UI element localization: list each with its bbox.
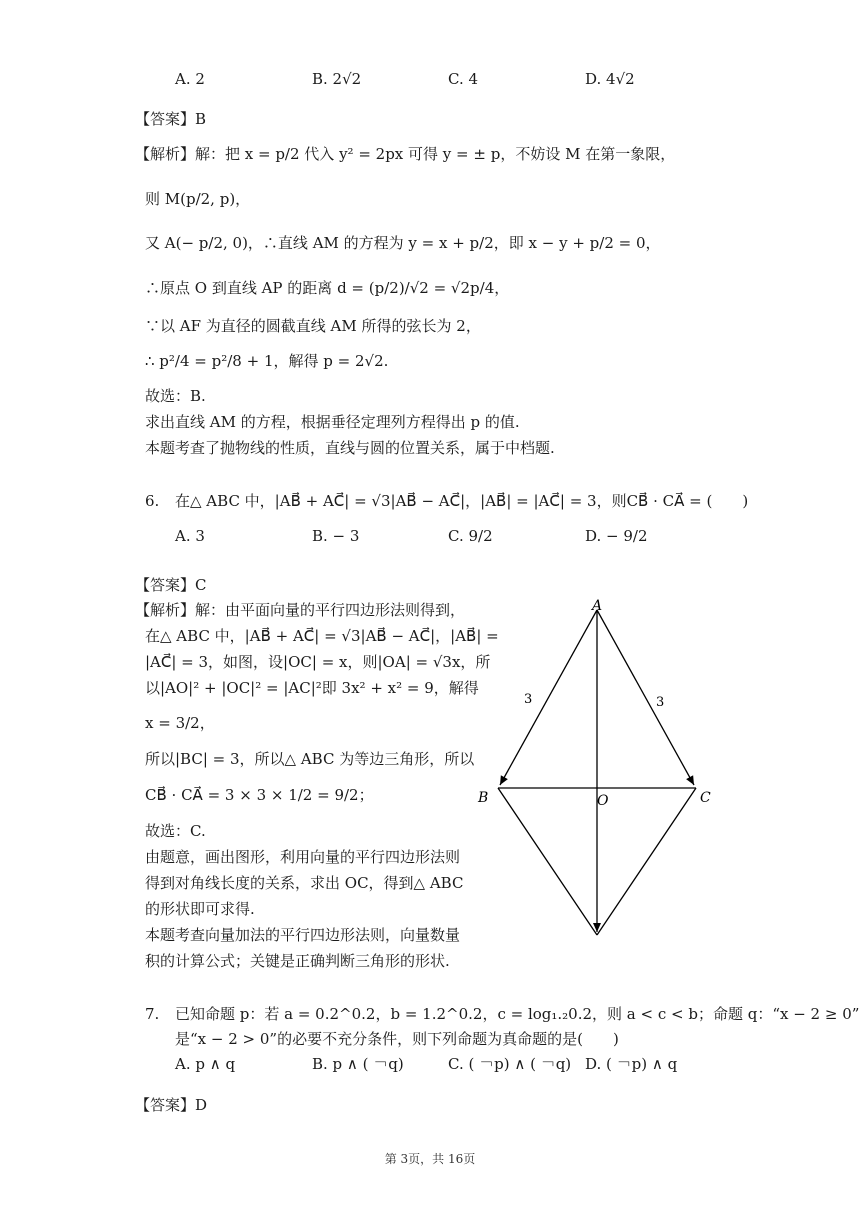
analysis-line: CB⃗ · CA⃗ = 3 × 3 × 1/2 = 9/2； [145,786,374,804]
option-a: A. 2 [175,70,205,88]
page-footer: 第 3页，共 16页 [384,1152,476,1166]
analysis-line: 【解析】解：把 x = p/2 代入 y² = 2px 可得 y = ± p，不妨设 M 在第一象限， [135,145,676,163]
option-d: D. ( ￢p) ∧ q [585,1055,678,1073]
analysis-line: 由题意，画出图形，利用向量的平行四边形法则 [145,848,461,866]
analysis-line: ∵以 AF 为直径的圆截直线 AM 所得的弦长为 2， [145,317,481,335]
analysis-line: 本题考查了抛物线的性质，直线与圆的位置关系，属于中档题. [145,439,555,457]
analysis-line: 则 M(p/2, p)， [145,190,251,208]
option-b: B. − 3 [312,527,360,545]
analysis-line: 故选：C. [145,822,206,840]
label-o: O [597,793,609,809]
analysis-line: x = 3/2， [145,714,215,732]
option-b: B. p ∧ ( ￢q) [312,1055,404,1073]
q7-answer: 【答案】D [135,1096,208,1114]
analysis-line: 求出直线 AM 的方程，根据垂径定理列方程得出 p 的值. [145,413,520,431]
analysis-line: 又 A(− p/2, 0)，∴直线 AM 的方程为 y = x + p/2，即 x − y + p/2 = 0， [145,234,661,252]
analysis-line: |AC⃗| = 3，如图，设|OC| = x，则|OA| = √3x，所 [145,653,491,671]
rhombus-figure [470,590,730,950]
analysis-line: 所以|BC| = 3，所以△ ABC 为等边三角形，所以 [145,750,475,768]
option-a: A. 3 [175,527,205,545]
analysis-line: 积的计算公式；关键是正确判断三角形的形状. [145,952,450,970]
side-label-left: 3 [524,692,533,707]
analysis-line: 在△ ABC 中，|AB⃗ + AC⃗| = √3|AB⃗ − AC⃗|，|AB⃗| = [145,627,499,645]
analysis-line: ∴ p²/4 = p²/8 + 1，解得 p = 2√2. [145,352,389,370]
vector-ac [597,610,694,785]
option-a: A. p ∧ q [175,1055,236,1073]
label-a: A [592,598,603,614]
analysis-line: ∴原点 O 到直线 AP 的距离 d = (p/2)/√2 = √2p/4， [145,279,510,297]
question-stem-line-1: 已知命题 p：若 a = 0.2^0.2，b = 1.2^0.2，c = log₁.₂0.2，则 a < c < b；命题 q：“x − 2 ≥ 0” [175,1005,860,1023]
side-bd [498,788,597,935]
analysis-line: 【解析】解：由平面向量的平行四边形法则得到， [135,601,466,619]
option-d: D. 4√2 [585,70,635,88]
analysis-line: 得到对角线长度的关系，求出 OC，得到△ ABC [145,874,464,892]
option-b: B. 2√2 [312,70,362,88]
q5-answer: 【答案】B [135,110,207,128]
side-label-right: 3 [656,695,665,710]
question-stem-line-2: 是“x − 2 > 0”的必要不充分条件，则下列命题为真命题的是( ) [175,1030,619,1048]
option-d: D. − 9/2 [585,527,648,545]
question-number: 7. [145,1005,160,1023]
analysis-line: 的形状即可求得. [145,900,255,918]
vector-ab [500,610,597,785]
option-c: C. 4 [448,70,479,88]
q6-answer: 【答案】C [135,576,207,594]
side-cd [597,788,696,935]
analysis-line: 以|AO|² + |OC|² = |AC|²即 3x² + x² = 9，解得 [145,679,479,697]
label-c: C [700,790,711,806]
option-c: C. ( ￢p) ∧ ( ￢q) [448,1055,572,1073]
analysis-line: 本题考查向量加法的平行四边形法则，向量数量 [145,926,461,944]
question-number: 6. [145,492,160,510]
question-stem: 在△ ABC 中，|AB⃗ + AC⃗| = √3|AB⃗ − AC⃗|，|AB⃗| = |AC⃗| = 3，则CB⃗ · CA⃗ = ( ) [175,492,749,510]
option-c: C. 9/2 [448,527,493,545]
analysis-line: 故选：B. [145,387,206,405]
label-b: B [478,790,489,806]
